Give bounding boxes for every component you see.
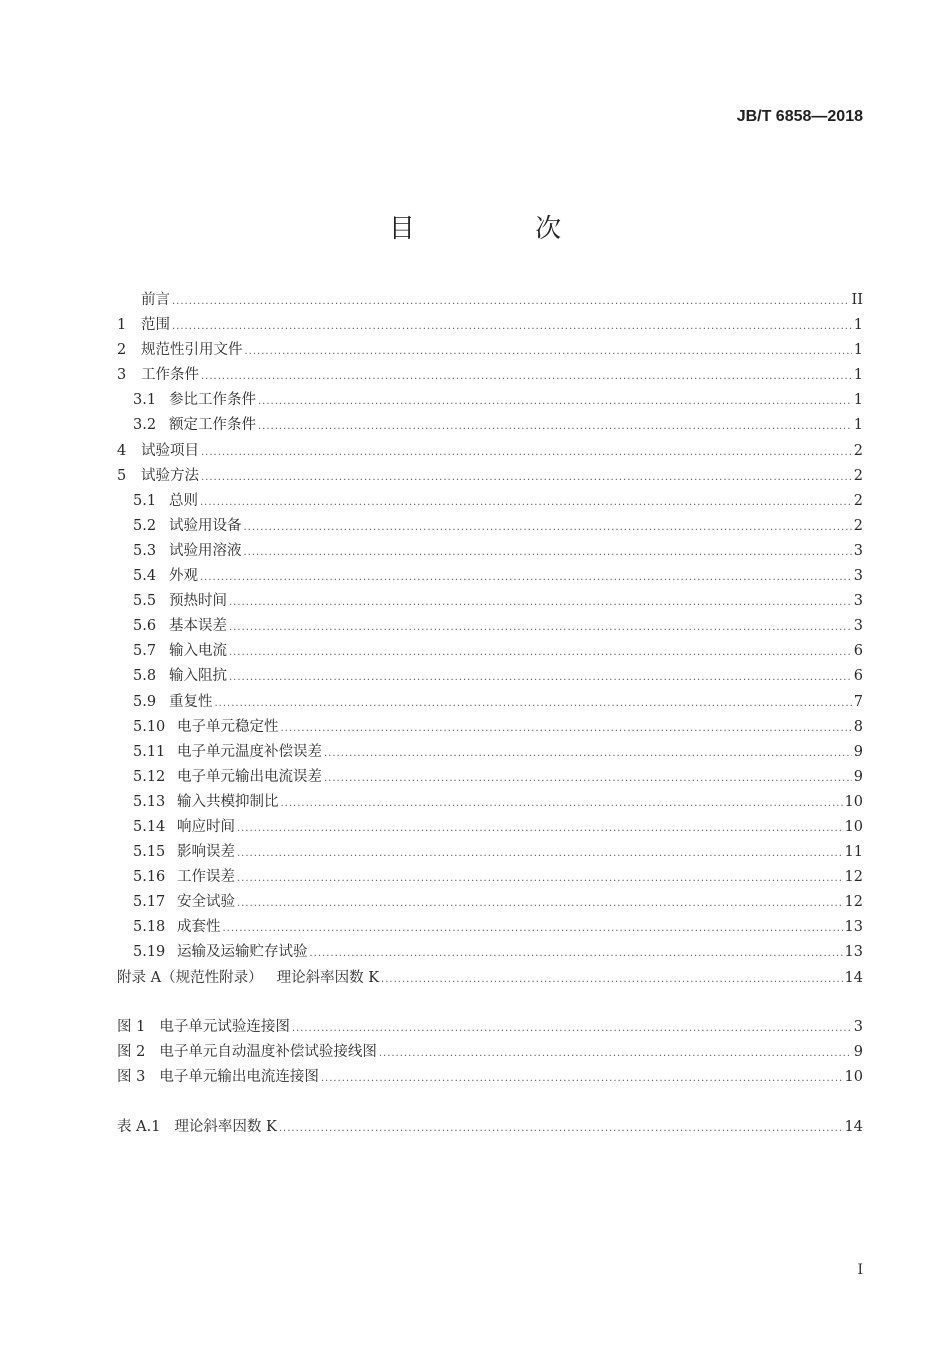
entry-number: 5.7 xyxy=(133,643,157,660)
entry-title: 试验项目 xyxy=(141,442,199,459)
entry-number: 5.6 xyxy=(133,618,157,635)
entry-title: 成套性 xyxy=(177,919,221,936)
entry-number: 图 3 xyxy=(117,1069,146,1086)
entry-page: 9 xyxy=(853,1044,863,1061)
document-code: JB/T 6858—2018 xyxy=(736,108,863,125)
entry-number: 5.5 xyxy=(133,593,157,610)
entry-page: 1 xyxy=(853,392,863,409)
leader-dots xyxy=(172,296,850,307)
entry-page: 3 xyxy=(853,593,863,610)
entry-title: 重复性 xyxy=(169,693,213,710)
entry-title: 工作误差 xyxy=(177,869,235,886)
toc-entry[interactable] xyxy=(117,514,863,539)
toc-entry[interactable] xyxy=(117,765,863,790)
entry-page: 11 xyxy=(844,844,863,861)
entry-number: 1 xyxy=(117,317,127,334)
entry-title: 试验方法 xyxy=(141,467,199,484)
toc-entry[interactable] xyxy=(117,413,863,438)
entry-number: 5.19 xyxy=(133,944,166,961)
leader-dots xyxy=(292,1023,852,1034)
entry-title: 输入阻抗 xyxy=(169,668,227,685)
entry-page: 12 xyxy=(844,869,863,886)
toc-entry[interactable] xyxy=(117,589,863,614)
toc-entry[interactable] xyxy=(117,740,863,765)
entry-page: 14 xyxy=(844,1119,863,1135)
entry-title: 理论斜率因数 K xyxy=(174,1119,277,1135)
toc-heading: 目 次 xyxy=(388,214,618,244)
entry-page: 10 xyxy=(844,793,863,810)
toc-entry[interactable] xyxy=(117,1065,863,1090)
leader-dots xyxy=(237,823,843,834)
leader-dots xyxy=(201,371,852,382)
entry-title: 预热时间 xyxy=(169,593,227,610)
entry-number: 5 xyxy=(117,467,127,484)
leader-dots xyxy=(281,798,843,809)
entry-title: 范围 xyxy=(141,317,170,334)
leader-dots xyxy=(201,447,852,458)
toc-entry[interactable] xyxy=(117,1015,863,1040)
entry-number: 5.10 xyxy=(133,718,166,735)
entry-title: 额定工作条件 xyxy=(169,417,256,434)
entry-title: 电子单元温度补偿误差 xyxy=(177,743,322,760)
entry-title: 基本误差 xyxy=(169,618,227,635)
entry-page: 7 xyxy=(853,693,863,710)
entry-number: 5.2 xyxy=(133,517,157,534)
entry-title: 电子单元试验连接图 xyxy=(159,1019,290,1035)
entry-page: 1 xyxy=(853,342,863,359)
entry-page: 1 xyxy=(853,367,863,384)
entry-title: 总则 xyxy=(169,492,198,509)
entry-page: 2 xyxy=(853,492,863,509)
entry-title: 电子单元稳定性 xyxy=(177,718,279,735)
toc-entry[interactable] xyxy=(117,690,863,715)
toc-entry[interactable] xyxy=(117,915,863,940)
toc-entry[interactable] xyxy=(117,288,863,313)
entry-page: 3 xyxy=(853,618,863,635)
entry-page: 2 xyxy=(853,517,863,534)
entry-number: 3.1 xyxy=(133,392,157,409)
leader-dots xyxy=(229,597,852,608)
entry-page: II xyxy=(851,292,863,308)
leader-dots xyxy=(281,723,852,734)
table-of-contents xyxy=(117,288,863,991)
entry-title: 电子单元自动温度补偿试验接线图 xyxy=(159,1044,377,1061)
entry-title: 响应时间 xyxy=(177,818,235,835)
toc-entry[interactable] xyxy=(117,313,863,338)
leader-dots xyxy=(244,522,852,533)
toc-entry[interactable] xyxy=(117,664,863,689)
toc-entry[interactable] xyxy=(117,489,863,514)
leader-dots xyxy=(324,773,852,784)
entry-number: 5.9 xyxy=(133,693,157,710)
leader-dots xyxy=(237,873,843,884)
entry-title: 理论斜率因数 K xyxy=(276,969,380,986)
entry-title: 试验用设备 xyxy=(169,517,242,534)
leader-dots xyxy=(324,748,852,759)
entry-title: 安全试验 xyxy=(177,894,235,911)
entry-number: 附录 A（规范性附录） xyxy=(117,969,263,986)
entry-title: 影响误差 xyxy=(177,844,235,861)
toc-entry[interactable] xyxy=(117,639,863,664)
entry-title: 运输及运输贮存试验 xyxy=(177,944,308,961)
entry-page: 8 xyxy=(853,718,863,735)
toc-entry[interactable] xyxy=(117,464,863,489)
leader-dots xyxy=(200,497,852,508)
entry-page: 9 xyxy=(853,768,863,785)
leader-dots xyxy=(229,672,852,683)
entry-title: 前言 xyxy=(141,292,170,308)
entry-page: 10 xyxy=(844,1069,863,1086)
toc-entry[interactable] xyxy=(117,1040,863,1065)
toc-entry[interactable] xyxy=(117,388,863,413)
entry-page: 6 xyxy=(853,643,863,660)
entry-page: 9 xyxy=(853,743,863,760)
entry-number: 表 A.1 xyxy=(117,1119,161,1135)
entry-number: 3.2 xyxy=(133,417,157,434)
entry-number: 2 xyxy=(117,342,127,359)
toc-entry[interactable] xyxy=(117,815,863,840)
leader-dots xyxy=(200,572,852,583)
entry-number: 5.16 xyxy=(133,869,166,886)
leader-dots xyxy=(258,421,852,432)
entry-number: 5.11 xyxy=(133,743,166,760)
entry-title: 规范性引用文件 xyxy=(141,342,243,359)
toc-entry[interactable] xyxy=(117,715,863,740)
leader-dots xyxy=(379,1048,852,1059)
leader-dots xyxy=(245,346,852,357)
leader-dots xyxy=(237,898,843,909)
toc-entry[interactable] xyxy=(117,966,863,991)
toc-entry[interactable] xyxy=(117,439,863,464)
entry-title: 试验用溶液 xyxy=(169,542,242,559)
leader-dots xyxy=(223,923,843,934)
entry-page: 3 xyxy=(853,542,863,559)
page-number: I xyxy=(857,1262,863,1278)
toc-entry[interactable] xyxy=(117,564,863,589)
leader-dots xyxy=(310,948,843,959)
entry-page: 1 xyxy=(853,317,863,334)
entry-number: 图 1 xyxy=(117,1019,146,1035)
entry-title: 电子单元输出电流误差 xyxy=(177,768,322,785)
entry-number: 5.4 xyxy=(133,568,157,585)
leader-dots xyxy=(201,472,852,483)
leader-dots xyxy=(279,1123,843,1134)
toc-entry[interactable] xyxy=(117,940,863,965)
toc-entry[interactable] xyxy=(117,614,863,639)
entry-title: 输入电流 xyxy=(169,643,227,660)
entry-number: 5.13 xyxy=(133,793,166,810)
entry-number: 5.18 xyxy=(133,919,166,936)
entry-title: 工作条件 xyxy=(141,367,199,384)
entry-number: 5.15 xyxy=(133,844,166,861)
entry-page: 2 xyxy=(853,467,863,484)
entry-number: 5.8 xyxy=(133,668,157,685)
leader-dots xyxy=(381,974,843,985)
entry-number: 5.1 xyxy=(133,492,157,509)
entry-page: 12 xyxy=(844,894,863,911)
entry-number: 5.12 xyxy=(133,768,166,785)
entry-title: 外观 xyxy=(169,568,198,585)
leader-dots xyxy=(237,848,843,859)
toc-entry[interactable] xyxy=(117,790,863,815)
entry-number: 4 xyxy=(117,442,127,459)
entry-number: 图 2 xyxy=(117,1044,146,1061)
toc-entry[interactable] xyxy=(117,363,863,388)
toc-entry[interactable] xyxy=(117,338,863,363)
entry-page: 13 xyxy=(844,944,863,961)
list-of-figures xyxy=(117,1015,863,1090)
entry-page: 13 xyxy=(844,919,863,936)
toc-entry[interactable] xyxy=(117,539,863,564)
entry-number: 5.3 xyxy=(133,542,157,559)
entry-page: 3 xyxy=(853,1019,863,1035)
list-of-tables xyxy=(117,1115,863,1140)
leader-dots xyxy=(258,396,852,407)
leader-dots xyxy=(229,622,852,633)
entry-number: 5.14 xyxy=(133,818,166,835)
entry-page: 6 xyxy=(853,668,863,685)
entry-page: 2 xyxy=(853,442,863,459)
entry-page: 10 xyxy=(844,818,863,835)
toc-entry[interactable] xyxy=(117,840,863,865)
entry-title: 参比工作条件 xyxy=(169,392,256,409)
entry-number: 3 xyxy=(117,367,127,384)
leader-dots xyxy=(215,698,852,709)
toc-entry[interactable] xyxy=(117,865,863,890)
entry-page: 14 xyxy=(844,969,863,986)
toc-entry[interactable] xyxy=(117,890,863,915)
leader-dots xyxy=(229,647,852,658)
entry-page: 1 xyxy=(853,417,863,434)
leader-dots xyxy=(244,547,852,558)
entry-page: 3 xyxy=(853,568,863,585)
leader-dots xyxy=(172,321,852,332)
entry-number: 5.17 xyxy=(133,894,166,911)
entry-title: 输入共模抑制比 xyxy=(177,793,279,810)
entry-title: 电子单元输出电流连接图 xyxy=(159,1069,319,1086)
toc-entry[interactable] xyxy=(117,1115,863,1140)
leader-dots xyxy=(321,1073,843,1084)
